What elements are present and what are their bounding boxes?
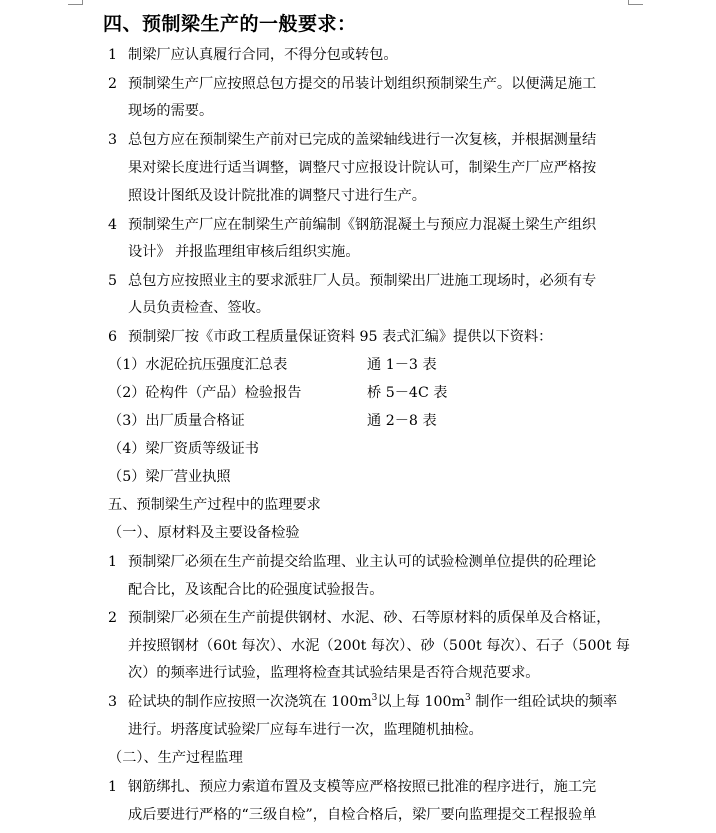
doc-form-code: 桥 5－4C 表 [367,385,448,401]
item-text: 并按照钢材（60t 每次）、水泥（200t 每次）、砂（500t 每次）、石子（500t 每 [128,638,630,654]
section-heading-4: 四、预制梁生产的一般要求： [103,13,357,35]
doc-list-item: （4）梁厂资质等级证书 [108,441,259,457]
item-text: 制梁厂应认真履行合同，不得分包或转包。 [128,47,398,63]
subsection-heading-1: （一）、原材料及主要设备检验 [108,525,300,541]
section-heading-5: 五、预制梁生产过程中的监理要求 [108,497,321,513]
item-text: 钢筋绑扎、预应力索道布置及支模等应严格按照已批准的程序进行，施工完 [128,779,597,795]
doc-list-item: （1）水泥砼抗压强度汇总表 [108,357,288,373]
item-text-part: 砼试块的制作应按照一次浇筑在 100m [128,694,372,710]
item-text: 总包方应在预制梁生产前对已完成的盖梁轴线进行一次复核，并根据测量结 [128,132,597,148]
item-text-part: 制作一组砼试块的频率 [470,694,618,710]
item-text: 进行。坍落度试验梁厂应每车进行一次，监理随机抽检。 [128,722,483,738]
item-text: 预制梁厂按《市政工程质量保证资料 95 表式汇编》提供以下资料： [128,329,553,345]
page-corner-mark-right [628,0,643,5]
item-text: 预制梁生产厂应在制梁生产前编制《钢筋混凝土与预应力混凝土梁生产组织 [128,217,597,233]
doc-list-item: （5）梁厂营业执照 [108,469,231,485]
item-number: 1 [108,554,118,570]
item-text: 照设计图纸及设计院批准的调整尺寸进行生产。 [128,188,426,204]
item-text: 总包方应按照业主的要求派驻厂人员。预制梁出厂进施工现场时，必须有专 [128,273,597,289]
subsection-heading-2: （二）、生产过程监理 [108,750,243,766]
item-number: 2 [108,610,118,626]
superscript: 3 [371,693,378,703]
doc-form-code: 通 1－3 表 [367,357,437,373]
item-number: 5 [108,273,118,289]
item-number: 2 [108,76,118,92]
item-text: 果对梁长度进行适当调整，调整尺寸应报设计院认可，制梁生产厂应严格按 [128,160,597,176]
item-text: 现场的需要。 [128,103,214,119]
item-text: 次）的频率进行试验，监理将检查其试验结果是否符合规范要求。 [128,665,540,681]
item-number: 1 [108,779,118,795]
superscript: 3 [465,693,471,703]
item-text: 人员负责检查、签收。 [128,300,270,316]
item-number: 3 [108,132,118,148]
item-number: 1 [108,47,118,63]
item-number: 3 [108,694,118,710]
item-text: 设计》 并报监理组审核后组织实施。 [128,244,360,260]
item-text-part: 以上每 100m [377,694,466,710]
doc-list-item: （3）出厂质量合格证 [108,413,245,429]
item-text [128,692,617,712]
item-text: 预制梁厂必须在生产前提交给监理、业主认可的试验检测单位提供的砼理论 [128,554,597,570]
doc-form-code: 通 2－8 表 [367,413,437,429]
item-text: 预制梁生产厂应按照总包方提交的吊装计划组织预制梁生产。以便满足施工 [128,76,597,92]
page-corner-mark-left [68,0,83,5]
item-text: 配合比，及该配合比的砼强度试验报告。 [128,582,384,598]
item-number: 6 [108,329,118,345]
doc-list-item: （2）砼构件（产品）检验报告 [108,385,302,401]
item-number: 4 [108,217,118,233]
item-text: 成后要进行严格的“三级自检”，自检合格后，梁厂要向监理提交工程报验单 [128,807,597,823]
item-text: 预制梁厂必须在生产前提供钢材、水泥、砂、石等原材料的质保单及合格证， [128,610,611,626]
